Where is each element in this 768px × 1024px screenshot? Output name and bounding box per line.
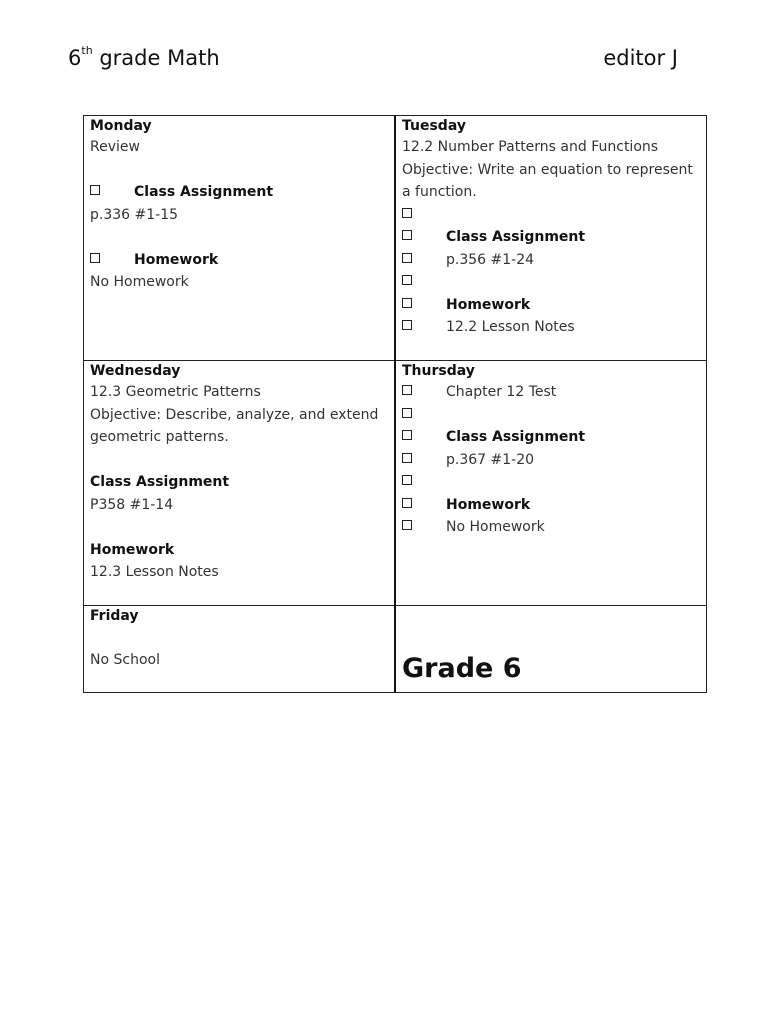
homework-label: Homework xyxy=(446,296,531,313)
class-assignment-value: p.356 #1-24 xyxy=(446,251,535,268)
table-row xyxy=(84,361,707,606)
test-label: Chapter 12 Test xyxy=(446,384,557,400)
checkbox-icon[interactable] xyxy=(402,408,412,418)
table-row xyxy=(84,116,707,361)
thursday-empty-row xyxy=(402,404,702,427)
wednesday-class-value: P358 #1-14 xyxy=(90,496,174,513)
checkbox-icon[interactable] xyxy=(90,253,100,263)
wednesday-day-label: Wednesday xyxy=(90,363,181,379)
checkbox-icon[interactable] xyxy=(402,385,412,395)
weekly-plan-table xyxy=(83,115,707,693)
tuesday-topic: 12.2 Number Patterns and Functions xyxy=(402,139,659,155)
tuesday-empty-row xyxy=(402,271,702,294)
monday-class-assignment-row xyxy=(90,181,390,204)
checkbox-icon[interactable] xyxy=(402,453,412,463)
wednesday-homework-value: 12.3 Lesson Notes xyxy=(90,564,219,580)
tuesday-cell xyxy=(395,116,707,361)
spacer xyxy=(90,626,390,649)
checkbox-icon[interactable] xyxy=(402,430,412,440)
spacer xyxy=(90,449,390,472)
grade-number: 6 xyxy=(68,46,82,70)
checkbox-icon[interactable] xyxy=(402,253,412,263)
homework-label: Homework xyxy=(446,496,531,513)
page-title xyxy=(68,46,220,70)
homework-value: No Homework xyxy=(446,519,545,535)
checkbox-icon[interactable] xyxy=(402,520,412,530)
homework-value: 12.2 Lesson Notes xyxy=(446,319,575,335)
thursday-homework-row xyxy=(402,494,702,517)
checkbox-icon[interactable] xyxy=(402,230,412,240)
checkbox-icon[interactable] xyxy=(402,498,412,508)
tuesday-homework-value-row xyxy=(402,316,702,339)
monday-class-value: p.336 #1-15 xyxy=(90,206,179,223)
grade-cell xyxy=(395,606,707,693)
thursday-homework-value-row xyxy=(402,516,702,539)
table-row xyxy=(84,606,707,693)
checkbox-icon[interactable] xyxy=(402,320,412,330)
monday-day-label: Monday xyxy=(90,118,152,134)
title-text: grade Math xyxy=(92,46,220,70)
thursday-test-row xyxy=(402,381,702,404)
spacer xyxy=(90,159,390,182)
tuesday-class-assignment-row xyxy=(402,226,702,249)
wednesday-homework-label: Homework xyxy=(90,541,175,558)
tuesday-homework-row xyxy=(402,294,702,317)
thursday-day-label: Thursday xyxy=(402,363,475,379)
friday-note: No School xyxy=(90,651,160,668)
homework-label: Homework xyxy=(134,251,219,268)
checkbox-icon[interactable] xyxy=(402,208,412,218)
page-header xyxy=(68,46,678,76)
class-assignment-label: Class Assignment xyxy=(446,429,586,445)
grade-label: Grade 6 xyxy=(402,653,522,684)
monday-homework-row xyxy=(90,249,390,272)
class-assignment-value: p.367 #1-20 xyxy=(446,451,535,468)
tuesday-class-value-row xyxy=(402,249,702,272)
tuesday-objective: Objective: Write an equation to represent a function. xyxy=(402,161,693,200)
checkbox-icon[interactable] xyxy=(90,185,100,195)
checkbox-icon[interactable] xyxy=(402,475,412,485)
spacer xyxy=(90,226,390,249)
thursday-class-value-row xyxy=(402,449,702,472)
checkbox-icon[interactable] xyxy=(402,298,412,308)
wednesday-objective: Objective: Describe, analyze, and extend geometric patterns. xyxy=(90,406,379,445)
class-assignment-label: Class Assignment xyxy=(134,184,274,200)
spacer xyxy=(90,516,390,539)
wednesday-cell xyxy=(84,361,396,606)
wednesday-topic: 12.3 Geometric Patterns xyxy=(90,384,261,400)
checkbox-icon[interactable] xyxy=(402,275,412,285)
monday-topic: Review xyxy=(90,139,140,155)
wednesday-class-assignment-label: Class Assignment xyxy=(90,474,230,490)
monday-homework-value: No Homework xyxy=(90,274,189,290)
tuesday-empty-row xyxy=(402,204,702,227)
thursday-cell xyxy=(395,361,707,606)
thursday-class-assignment-row xyxy=(402,426,702,449)
editor-label: editor J xyxy=(603,46,678,70)
tuesday-day-label: Tuesday xyxy=(402,118,466,134)
monday-cell xyxy=(84,116,396,361)
friday-day-label: Friday xyxy=(90,608,139,624)
friday-cell xyxy=(84,606,396,693)
grade-suffix: th xyxy=(81,44,93,57)
thursday-empty-row xyxy=(402,471,702,494)
class-assignment-label: Class Assignment xyxy=(446,229,586,245)
